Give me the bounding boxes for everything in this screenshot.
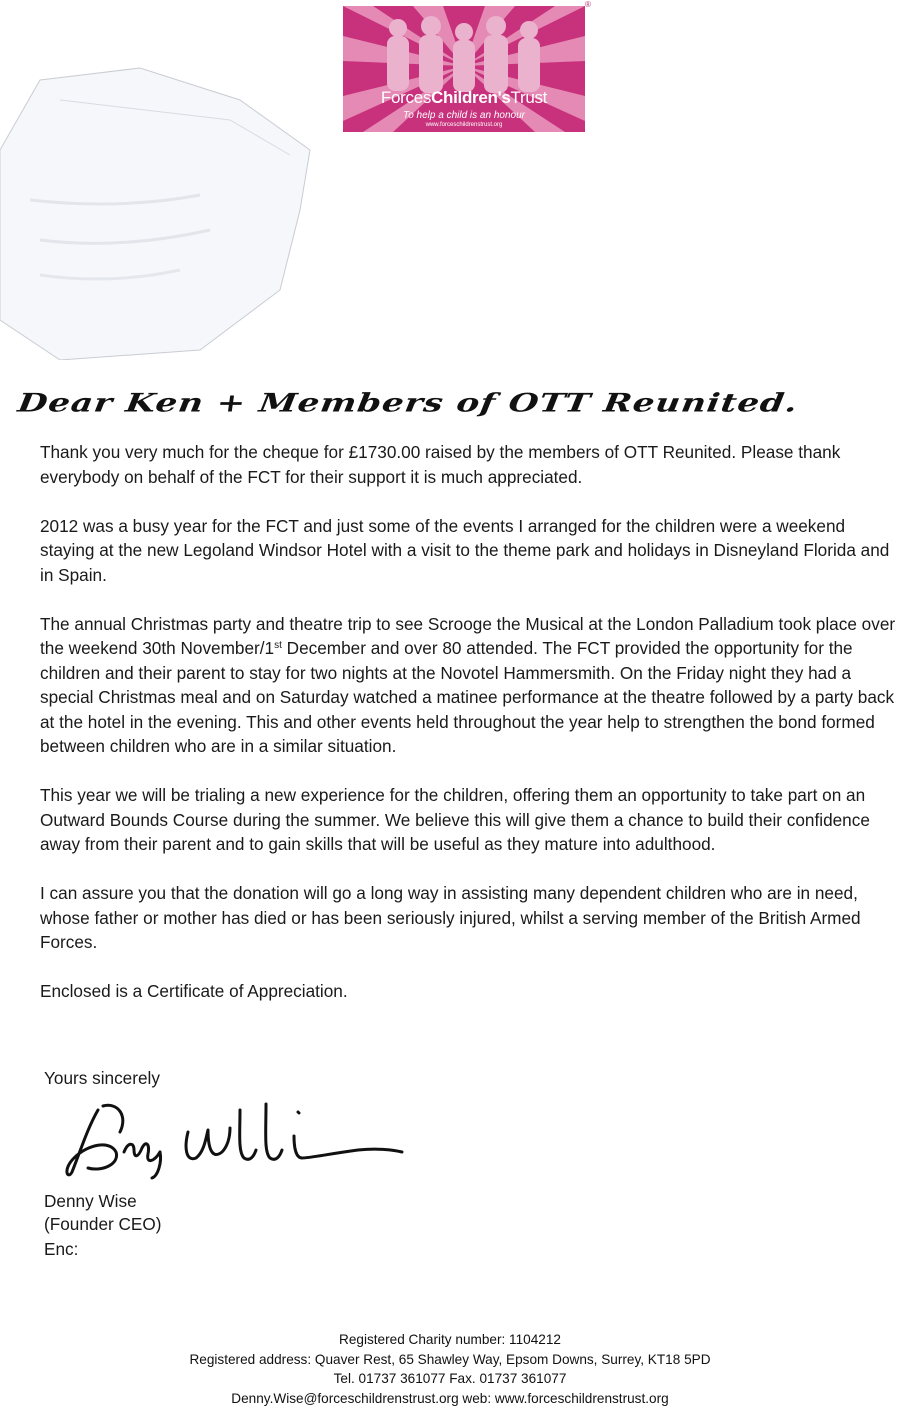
paragraph-3-rest: provided the opportunity for the children and their parent to stay for two nights at the Novotel Hammersmith. On the Friday night they had a special Christmas meal and on Saturday watched a matinee performance at the theatre followed by a party back at the hotel in the evening. This and other events held throughout the year help to strengthen the bond formed between children who are in a similar situation. bbox=[40, 638, 895, 756]
signatory-name: Denny Wise bbox=[44, 1191, 137, 1211]
charity-number: Registered Charity number: 1104212 bbox=[339, 1332, 561, 1347]
handwritten-salutation bbox=[0, 378, 900, 438]
paragraph-2: 2012 was a busy year for the FCT and just some of the events I arranged for the children were a weekend staying at the new Legoland Windsor Hotel with a visit to the theme park and holidays in Disneyland Florida and in Spain. bbox=[40, 515, 890, 585]
signatory-title: (Founder CEO) bbox=[44, 1214, 162, 1234]
registered-mark: ® bbox=[585, 0, 591, 9]
paragraph-5: I can assure you that the donation will go a long way in assisting many dependent children who are in need, whose father or mother has died or has been seriously injured, whilst a serving member of the British Armed Forces. bbox=[40, 883, 861, 952]
paragraph-3-line-2-end: December and over 80 attended. The FCT bbox=[281, 638, 610, 658]
paragraph-3-line-1: The annual Christmas party and theatre trip to see Scrooge the Musical at the London Palladium bbox=[40, 613, 774, 634]
salutation-text: Dear Ken + Members of OTT Reunited. bbox=[15, 388, 800, 418]
paragraph-1: Thank you very much for the cheque for £1730.00 raised by the members of OTT Reunited. Please thank everybody on behalf of the FCT for their support it is much appreciated. bbox=[40, 442, 841, 487]
closing: Yours sincerely bbox=[44, 1068, 160, 1088]
email-web: Denny.Wise@forceschildrenstrust.org web: www.forceschildrenstrust.org bbox=[231, 1390, 669, 1406]
enclosure-note: Enc: bbox=[44, 1239, 79, 1259]
phone-fax: Tel. 01737 361077 Fax. 01737 361077 bbox=[333, 1371, 567, 1386]
handwritten-signature bbox=[58, 1092, 418, 1182]
paragraph-4: This year we will be trialing a new experience for the children, offering them an opportunity to take part on an Outward Bounds Course during the summer. We believe this will give them a chance to build their confidence away from their parent and to gain skills that will be useful as they mature into adulthood. bbox=[40, 785, 870, 854]
charity-logo bbox=[343, 6, 585, 132]
date-suffix: st bbox=[274, 640, 282, 651]
logo-url: www.forceschildrenstrust.org bbox=[425, 122, 503, 128]
paragraph-3 bbox=[40, 612, 900, 759]
letter-footer bbox=[0, 1330, 900, 1408]
letter-body bbox=[40, 440, 900, 1028]
paragraph-3-line-2-start: took place over the weekend 30th November/1 bbox=[40, 613, 896, 658]
registered-address: Registered address: Quaver Rest, 65 Shawley Way, Epsom Downs, Surrey, KT18 5PD bbox=[189, 1351, 711, 1367]
folded-paper-scrap bbox=[0, 60, 320, 360]
logo-tagline: To help a child is an honour bbox=[403, 110, 525, 121]
logo-name: ForcesChildren'sTrust bbox=[380, 88, 548, 107]
paragraph-6: Enclosed is a Certificate of Appreciation. bbox=[40, 981, 348, 1001]
